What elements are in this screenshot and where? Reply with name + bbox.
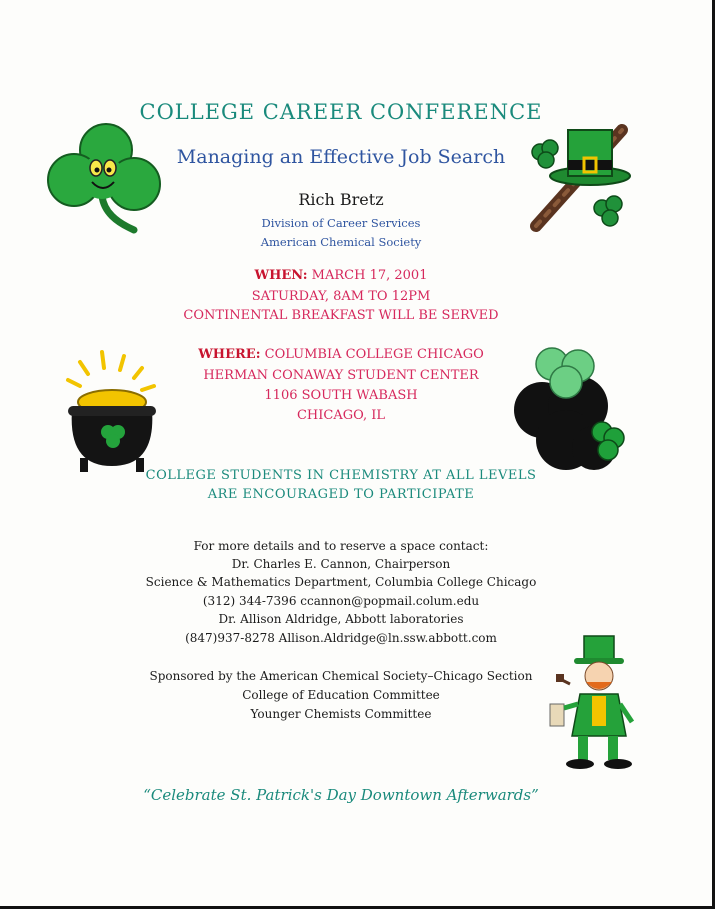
sponsor-line: Younger Chemists Committee [250,707,432,721]
event-time: SATURDAY, 8AM TO 12PM [251,289,431,304]
sponsor-line: College of Education Committee [242,688,440,702]
conference-subtitle: Managing an Effective Job Search [176,146,506,168]
contact-intro: For more details and to reserve a space contact: [193,539,489,553]
speaker-organization: American Chemical Society [260,235,422,249]
contact-person-2: Dr. Allison Aldridge, Abbott laboratories [218,612,464,626]
speaker-division: Division of Career Services [261,216,421,230]
audience-line: COLLEGE STUDENTS IN CHEMISTRY AT ALL LEVELS [145,468,537,483]
venue-street: 1106 SOUTH WABASH [264,388,418,403]
conference-title: COLLEGE CAREER CONFERENCE [139,100,543,124]
when-line [0,268,682,283]
where-line [0,347,682,362]
when-label: WHEN: [254,268,308,283]
contact-phone-email-2: (847)937-8278 Allison.Aldridge@ln.ssw.abbott.com [185,631,497,645]
audience-line: ARE ENCOURAGED TO PARTICIPATE [207,487,475,502]
venue-building: HERMAN CONAWAY STUDENT CENTER [203,368,479,383]
speaker-name: Rich Bretz [298,190,384,209]
venue-city: CHICAGO, IL [296,408,386,423]
contact-department-1: Science & Mathematics Department, Columbia College Chicago [145,575,537,589]
sponsor-line: Sponsored by the American Chemical Society–Chicago Section [149,669,533,683]
where-label: WHERE: [198,347,261,362]
venue-name: COLUMBIA COLLEGE CHICAGO [264,347,484,362]
contact-person-1: Dr. Charles E. Cannon, Chairperson [231,557,451,571]
closing-tagline: “Celebrate St. Patrick's Day Downtown Afterwards” [143,786,539,804]
contact-phone-email-1: (312) 344-7396 ccannon@popmail.colum.edu [202,594,480,608]
leprechaun-icon [548,632,648,772]
event-date: MARCH 17, 2001 [311,268,428,283]
event-note: CONTINENTAL BREAKFAST WILL BE SERVED [183,308,499,323]
